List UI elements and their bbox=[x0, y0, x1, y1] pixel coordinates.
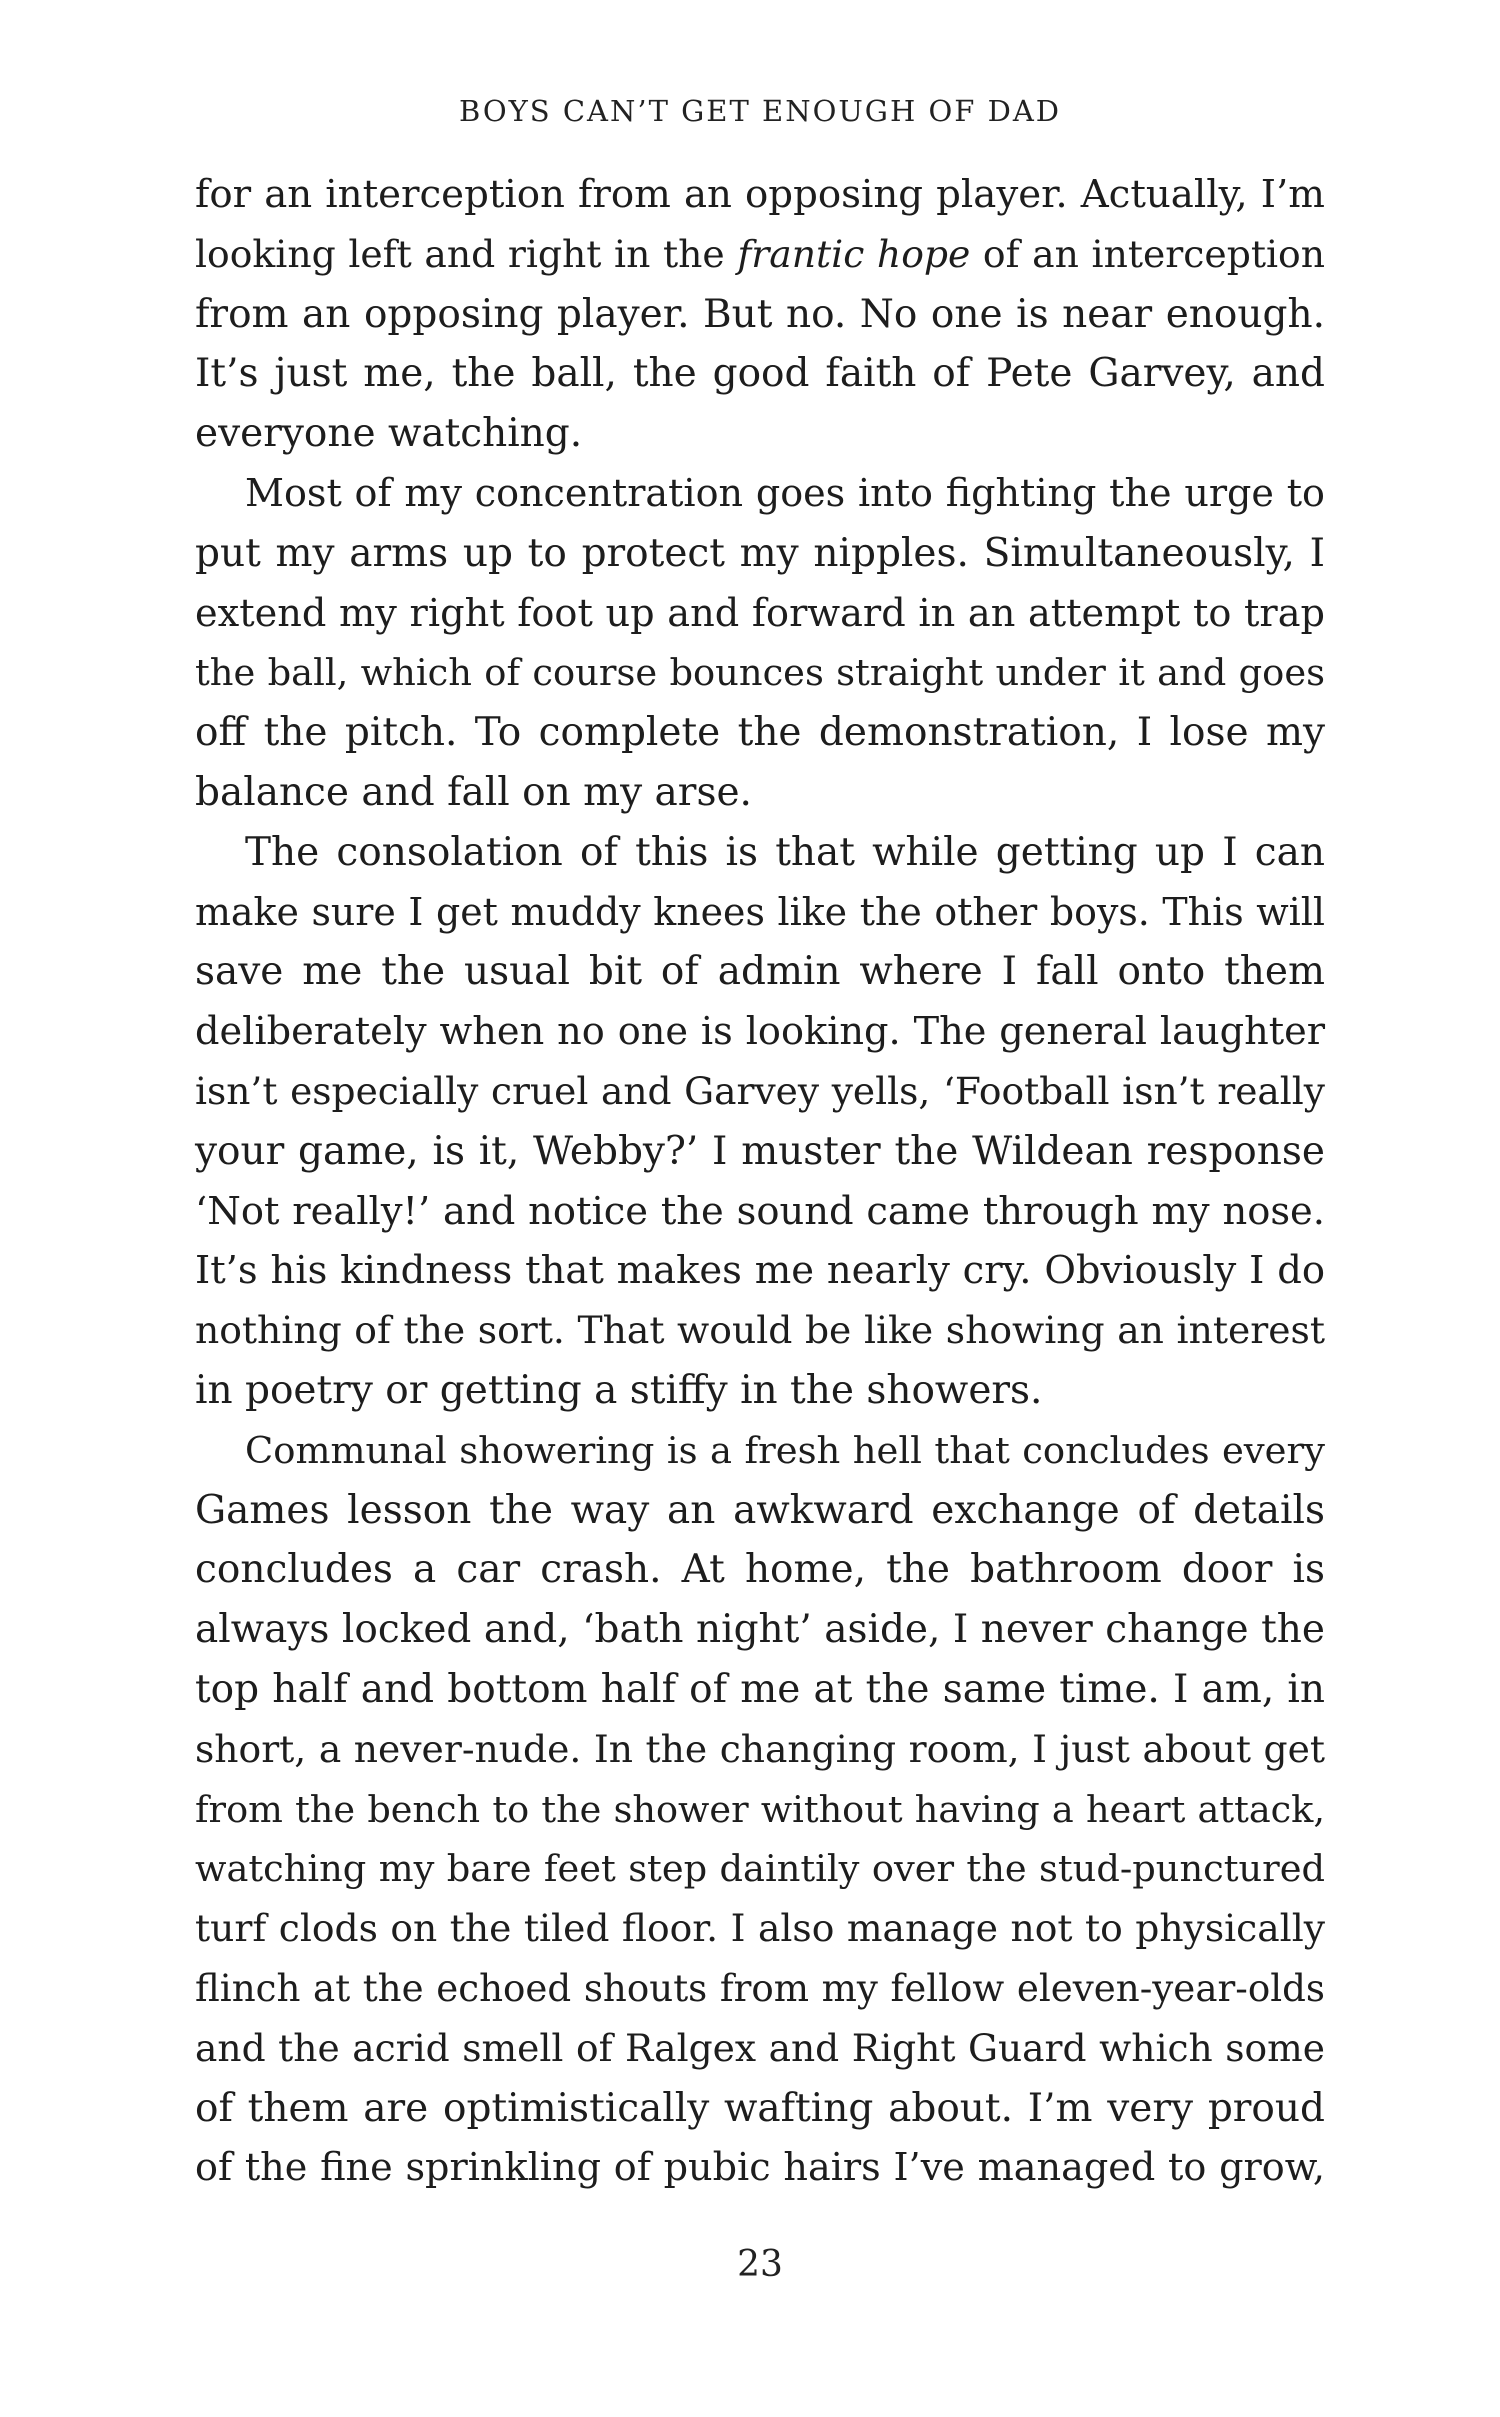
text-line: the ball, which of course bounces straight under it and goes bbox=[195, 651, 1325, 695]
text-line: of the fine sprinkling of pubic hairs I’ve managed to grow, bbox=[195, 2145, 1325, 2190]
text-line: and the acrid smell of Ralgex and Right Guard which some bbox=[195, 2025, 1325, 2070]
text-line: flinch at the echoed shouts from my fellow eleven-year-olds bbox=[195, 1965, 1325, 2010]
text-line: everyone watching. bbox=[195, 411, 583, 457]
text-line: Communal showering is a fresh hell that concludes every bbox=[245, 1428, 1325, 1472]
text-line: ‘Not really!’ and notice the sound came through my nose. bbox=[195, 1188, 1325, 1234]
text-line: It’s his kindness that makes me nearly cry. Obviously I do bbox=[195, 1248, 1325, 1294]
text-line: Most of my concentration goes into fighting the urge to bbox=[245, 470, 1325, 515]
text-line: for an interception from an opposing player. Actually, I’m bbox=[195, 172, 1325, 217]
text-line: your game, is it, Webby?’ I muster the Wildean response bbox=[195, 1128, 1325, 1174]
running-head: BOYS CAN’T GET ENOUGH OF DAD bbox=[458, 94, 1062, 128]
text-line: looking left and right in the frantic hope of an interception bbox=[195, 231, 1325, 276]
text-line: Games lesson the way an awkward exchange of details bbox=[195, 1487, 1325, 1533]
text-line: turf clods on the tiled floor. I also manage not to physically bbox=[195, 1906, 1325, 1951]
text-line: nothing of the sort. That would be like showing an interest bbox=[195, 1308, 1325, 1353]
text-line: It’s just me, the ball, the good faith of Pete Garvey, and bbox=[195, 351, 1325, 397]
text-line: from an opposing player. But no. No one is near enough. bbox=[195, 291, 1325, 337]
text-line: balance and fall on my arse. bbox=[195, 769, 752, 815]
text-line: deliberately when no one is looking. The general laughter bbox=[195, 1009, 1325, 1055]
text-line: concludes a car crash. At home, the bathroom door is bbox=[195, 1547, 1325, 1593]
text-line: isn’t especially cruel and Garvey yells, ‘Football isn’t really bbox=[195, 1068, 1325, 1113]
text-line: put my arms up to protect my nipples. Simultaneously, I bbox=[195, 530, 1325, 576]
text-line: watching my bare feet step daintily over the stud-punctured bbox=[195, 1847, 1325, 1891]
page-number: 23 bbox=[737, 2244, 783, 2285]
text-line: extend my right foot up and forward in an attempt to trap bbox=[195, 590, 1325, 636]
body-text bbox=[195, 165, 1325, 2198]
emphasis: frantic hope bbox=[737, 231, 971, 276]
text-line: top half and bottom half of me at the same time. I am, in bbox=[195, 1666, 1325, 1712]
text-line: save me the usual bit of admin where I fall onto them bbox=[195, 949, 1325, 995]
text-line: off the pitch. To complete the demonstration, I lose my bbox=[195, 710, 1325, 756]
text-line: in poetry or getting a stiffy in the showers. bbox=[195, 1367, 1043, 1413]
text-line: of them are optimistically wafting about. I’m very proud bbox=[195, 2085, 1325, 2131]
text-line: make sure I get muddy knees like the other boys. This will bbox=[195, 889, 1325, 934]
text-line: from the bench to the shower without having a heart attack, bbox=[195, 1787, 1325, 1831]
text-line: short, a never-nude. In the changing room, I just about get bbox=[195, 1726, 1325, 1771]
text-line: always locked and, ‘bath night’ aside, I never change the bbox=[195, 1607, 1325, 1653]
text-line: The consolation of this is that while getting up I can bbox=[245, 829, 1325, 875]
